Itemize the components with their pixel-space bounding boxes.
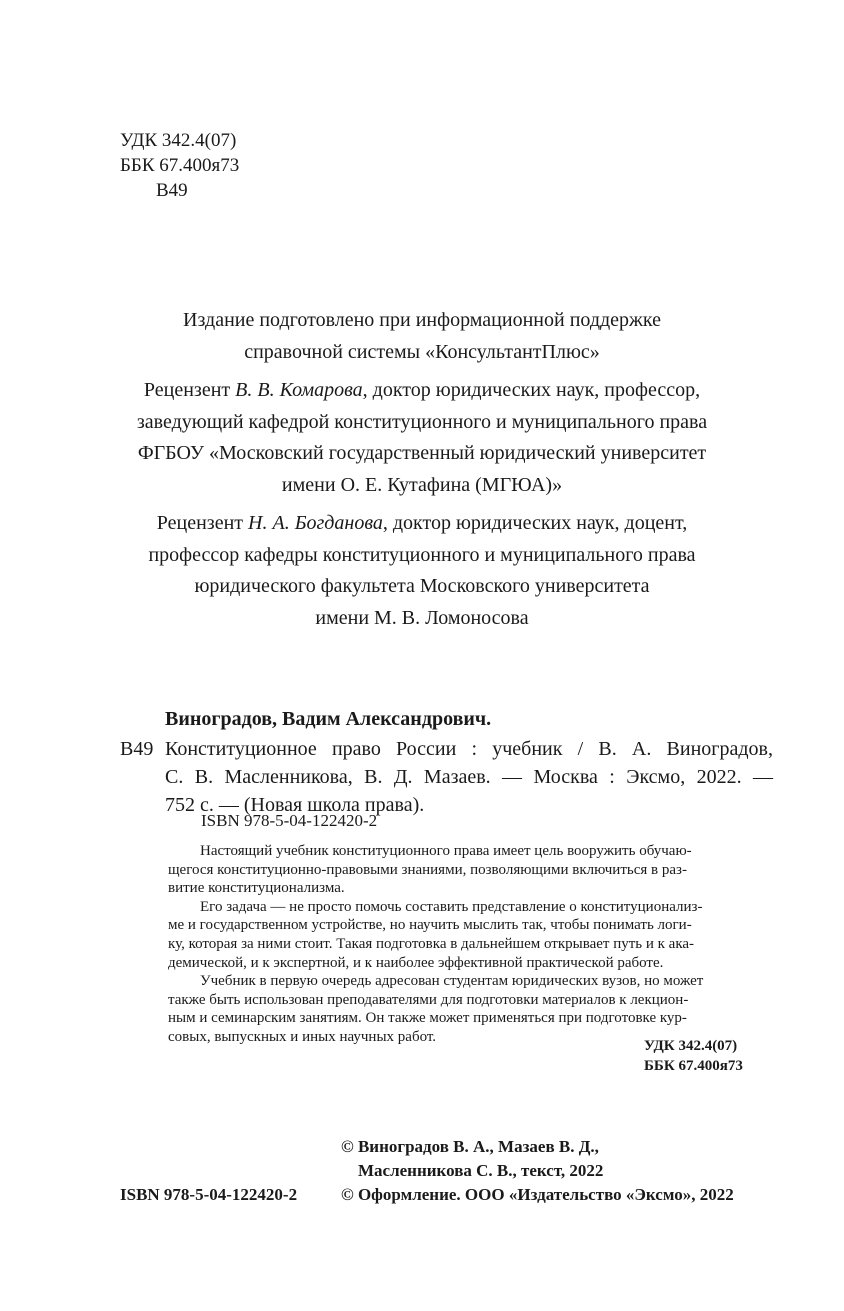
udk-code: УДК 342.4(07)	[644, 1038, 738, 1054]
reviewer-name: Н. А. Богданова	[248, 512, 383, 534]
reviewer-1	[90, 375, 754, 501]
annotation-line: демической, и к экспертной, и к наиболее эффективной практической работе.	[168, 954, 664, 971]
bbk-code: ББК 67.400я73	[120, 155, 240, 176]
notice-line: справочной системы «КонсультантПлюс»	[244, 340, 600, 363]
copyright-block	[341, 1135, 734, 1207]
annotation-line: витие конституционализма.	[168, 880, 345, 897]
bibliography-line: Конституционное право России : учебник / В. А. Виноградов,	[165, 738, 773, 760]
reviewer-name: В. В. Комарова	[235, 379, 363, 401]
reviewer-label: Рецензент	[156, 512, 249, 534]
reviewer-affiliation: заведующий кафедрой конституционного и муниципального права	[136, 410, 708, 433]
annotation-line: совых, выпускных и иных научных работ.	[168, 1028, 437, 1045]
reviewer-2-line	[90, 508, 754, 540]
bibliography-description	[165, 735, 773, 819]
bibliography-author: Виноградов, Вадим Александрович.	[165, 708, 492, 730]
isbn-bottom: ISBN 978-5-04-122420-2	[120, 1185, 298, 1204]
notice-line: Издание подготовлено при информационной поддержке	[183, 309, 661, 331]
reviewer-title: , доктор юридических наук, профессор,	[362, 379, 701, 401]
reviewer-title: , доктор юридических наук, доцент,	[382, 512, 688, 534]
classification-bottom	[644, 1036, 743, 1076]
annotation-line: ным и семинарским занятиям. Он также может применяться при подготовке кур-	[168, 1010, 687, 1027]
reviewer-affiliation: имени М. В. Ломоносова	[315, 606, 529, 629]
annotation-line: Его задача — не просто помочь составить представление о конституционализ-	[200, 898, 703, 915]
reviewer-affiliation: ФГБОУ «Московский государственный юридический университет	[137, 442, 707, 464]
isbn-main: ISBN 978-5-04-122420-2	[201, 811, 378, 830]
bibliography-code: В49	[120, 738, 154, 760]
annotation-line: ме и государственном устройстве, но научить мыслить так, чтобы понимать логи-	[168, 917, 692, 934]
annotation-line: Настоящий учебник конституционного права имеет цель вооружить обучаю-	[200, 843, 692, 859]
copyright-authors: © Виноградов В. А., Мазаев В. Д.,	[341, 1137, 599, 1156]
reviewer-label: Рецензент	[143, 379, 236, 401]
annotation-line: Учебник в первую очередь адресован студентам юридических вузов, но может	[200, 973, 704, 990]
annotation-line: ку, которая за ними стоит. Такая подготовка в дальнейшем открывает путь и к ака-	[168, 935, 695, 952]
copyright-design: © Оформление. ООО «Издательство «Эксмо», 2022	[341, 1185, 734, 1204]
classification-top	[120, 128, 239, 203]
copyright-authors-cont: Масленникова С. В., текст, 2022	[358, 1161, 604, 1180]
udk-code: УДК 342.4(07)	[120, 130, 237, 151]
annotation-line: также быть использован преподавателями для подготовки материалов к лекцион-	[168, 991, 689, 1008]
reviewer-2	[90, 508, 754, 634]
bibliography-line: 752 с. — (Новая школа права).	[165, 794, 425, 816]
reviewer-affiliation: профессор кафедры конституционного и муниципального права	[148, 543, 696, 566]
reviewer-affiliation: имени О. Е. Кутафина (МГЮА)»	[281, 473, 563, 496]
publication-notice	[90, 305, 754, 368]
bibliography-line: С. В. Масленникова, В. Д. Мазаев. — Москва : Эксмо, 2022. —	[165, 766, 773, 788]
bbk-code: ББК 67.400я73	[644, 1058, 743, 1074]
reviewer-1-line	[90, 375, 754, 407]
annotation	[168, 842, 768, 1047]
author-mark: В49	[156, 180, 188, 201]
annotation-line: щегося конституционно-правовыми знаниями, позволяющими включиться в раз-	[168, 861, 687, 878]
reviewer-affiliation: юридического факультета Московского университета	[194, 575, 650, 597]
